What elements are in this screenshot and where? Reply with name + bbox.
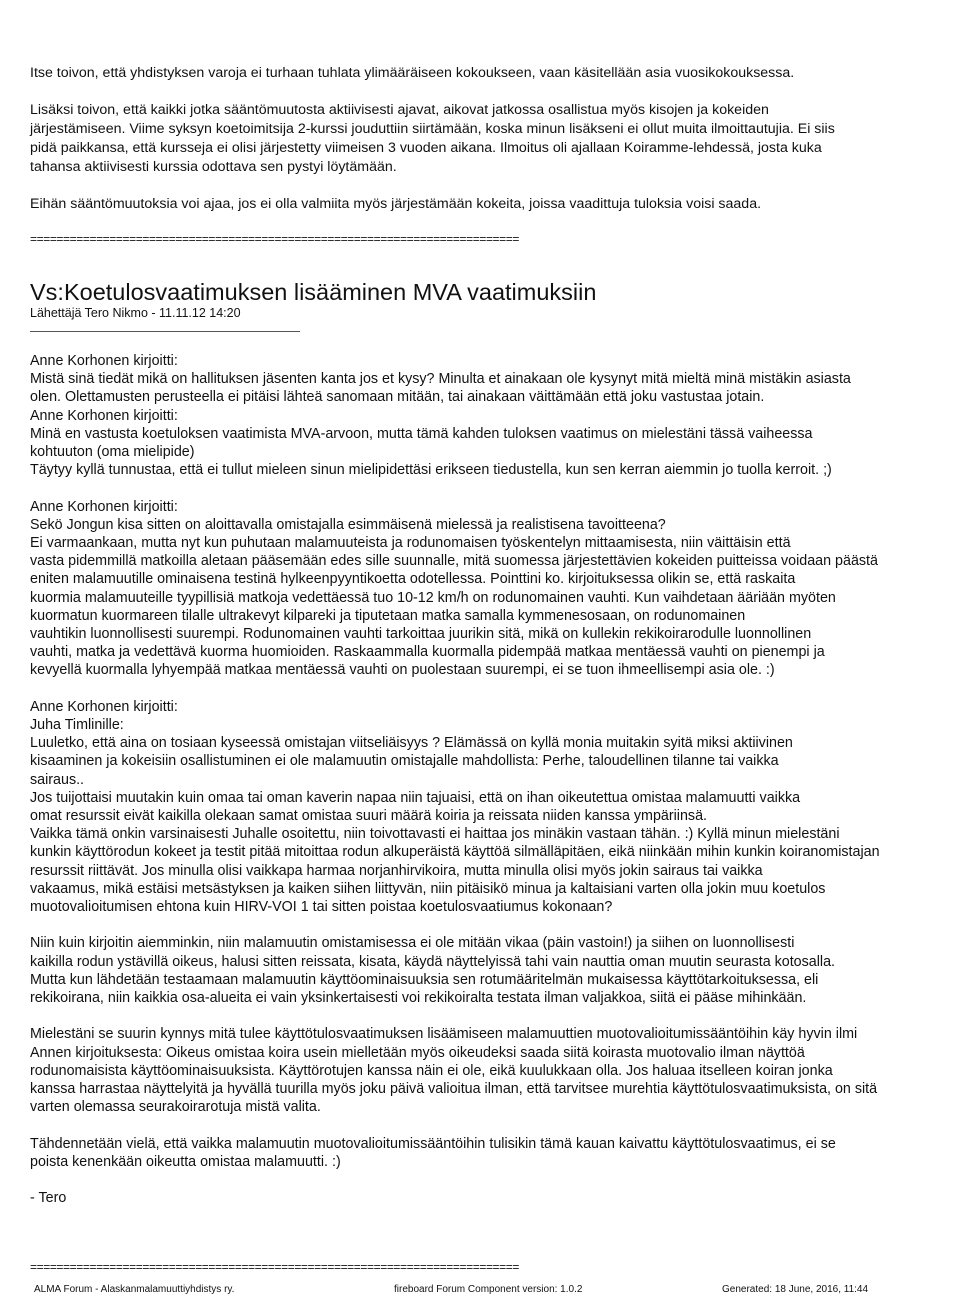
intro-paragraph-3: Eihän sääntömuutoksia voi ajaa, jos ei olla valmiita myös järjestämään kokeita, joissa vaadittuja tuloksia voisi saada. xyxy=(30,196,762,212)
post-body-line: Niin kuin kirjoitin aiemminkin, niin malamuutin omistamisessa ei ole mitään vikaa (päin vastoin!) ja siihen on luonnollisesti xyxy=(30,935,795,952)
post-body xyxy=(30,352,880,1207)
post-body-line: rekikoirana, niin kaikkia osa-alueita ei vain yksinkertaisesti voi rekikoiralta testata ilman valjakkoa, siitä ei pääse mihinkään. xyxy=(30,990,807,1007)
post-body-line: kuormatun kuormareen tilalle ultrakevyt kilpareki ja tiputetaan matka samalla kymmenesosaan, on rodunomainen xyxy=(30,607,746,624)
post-body-line: eniten malamuutille ominaisena testinä hylkeenpyyntikoetta odotellessa. Pointtini ko. kirjoituksessa olikin se, että raskaita xyxy=(30,571,796,588)
post-body-line: Mielestäni se suurin kynnys mitä tulee käyttötulosvaatimuksen lisäämiseen malamuuttien muotovalioitumissääntöihin käy hyvin ilmi xyxy=(30,1026,858,1043)
intro-paragraph-2-line: tahansa aktiivisesti kurssia odottava sen pystyi löytämään. xyxy=(30,159,397,175)
post-body-line: kunkin käyttörodun kokeet ja testit pitää mitoittaa rodun alkuperäistä käyttöä silmälläpitäen, eikä niinkään mihin kunkin koiranomistajan xyxy=(30,844,880,861)
footer-forum-name: ALMA Forum - Alaskanmalamuuttiyhdistys ry. xyxy=(34,1284,235,1295)
post-meta: Lähettäjä Tero Nikmo - 11.11.12 14:20 xyxy=(30,306,241,320)
post-body-line: olen. Olettamusten perusteella ei pitäisi lähteä sanomaan mitään, tai ainakaan väittämään että joku vastustaa jotain. xyxy=(30,389,765,406)
post-body-line: Mistä sinä tiedät mikä on hallituksen jäsenten kanta jos et kysy? Minulta et ainakaan ole kysynyt mitä mieltä minä mistäkin asiasta xyxy=(30,371,851,388)
post-body-line: kisaaminen ja kokeisiin osallistuminen ei ole malamuutin omistajalle mahdollista: Perhe, taloudellinen tilanne tai vaikka xyxy=(30,753,779,770)
post-body-line: rodunomaisista käyttöominaisuuksista. Käyttörotujen kanssa näin ei ole, eikä kuulukkaan olla. Jos haluaa itselleen koiran jonka xyxy=(30,1062,833,1079)
post-body-line: poista kenenkään oikeutta omistaa malamuutti. :) xyxy=(30,1153,341,1170)
post-body-line: kuormia malamuuteille tyypillisiä matkoja vedettäessä tuo 10-12 km/h on rodunomainen vauhti. Kun vaihdetaan ääriään myöten xyxy=(30,589,836,606)
intro-section xyxy=(30,64,835,214)
post-body-line: omat resurssit eivät kaikilla olekaan samat omistaa suuri määrä koiria ja reissata niiden kanssa ympäriinsä. xyxy=(30,808,708,825)
post-body-line: Sekö Jongun kisa sitten on aloittavalla omistajalla esimmäisenä mielessä ja realistisena tavoitteena? xyxy=(30,516,666,533)
blank-line xyxy=(30,680,880,698)
quote-attribution: Anne Korhonen kirjoitti: xyxy=(30,407,178,424)
post-body-line: kaikilla rodun ystävillä oikeus, halusi sitten reissata, kisata, käydä näyttelyissä tahi vain nauttia oman muutin seurasta kotosalla. xyxy=(30,953,836,970)
post-body-line: Ei varmaankaan, mutta nyt kun puhutaan malamuuteista ja rodunomaisen työskentelyn mittaamisesta, niin väittäisin että xyxy=(30,535,791,552)
post-body-line: kevyellä kuormalla lyhyempää matkaa mentäessä vauhti on puolestaan suurempi, ei se tuon ihmeellisempi asia ole. :) xyxy=(30,662,775,679)
post-body-line: vakaamus, mikä estäisi metsästyksen ja kaiken siihen liittyvän, niin pitäisikö minua ja kaltaisiani varten olla jokin muu koetulos xyxy=(30,880,826,897)
footer-component-version: fireboard Forum Component version: 1.0.2 xyxy=(394,1284,583,1295)
intro-paragraph-2-line: järjestämiseen. Viime syksyn koetoimitsija 2-kurssi jouduttiin siirtämään, koska minun lisäkseni ei ollut muita ilmoittautujia. Ei siis xyxy=(30,121,835,137)
post-body-line: kohtuuton (oma mielipide) xyxy=(30,444,195,461)
post-body-line: Annen kirjoituksesta: Oikeus omistaa koira usein mielletään myös oikeudeksi saada siitä koirasta muotovalio ilman näyttöä xyxy=(30,1044,805,1061)
post-body-line: Mutta kun lähdetään testaamaan malamuutin käyttöominaisuuksia sen rotumääritelmän mukaisessa käyttötarkoituksessa, eli xyxy=(30,971,819,988)
blank-line xyxy=(30,1116,880,1134)
quote-attribution: Anne Korhonen kirjoitti: xyxy=(30,353,178,369)
quote-attribution: Anne Korhonen kirjoitti: xyxy=(30,698,178,715)
post-body-line: vasta pidemmillä matkoilla aletaan pääsemään edes sille suunnalle, mitä suomessa järjestettävien kokeiden puitteissa voidaan päästä xyxy=(30,553,878,570)
page-footer xyxy=(34,1283,960,1297)
post-body-line: Jos tuijottaisi muutakin kuin omaa tai oman kaverin napaa niin tajuaisi, että on ihan oikeutettua omistaa malamuutti vaikka xyxy=(30,789,801,806)
post-title: Vs:Koetulosvaatimuksen lisääminen MVA vaatimuksiin xyxy=(30,279,597,305)
separator-line: ========================================================================== xyxy=(30,232,519,246)
post-body-line: sairaus.. xyxy=(30,771,85,788)
post-body-line: Täytyy kyllä tunnustaa, että ei tullut mieleen sinun mielipidettäsi erikseen tiedustella, kun sen kerran aiemmin jo tuolla kerroit. ;) xyxy=(30,462,832,479)
post-body-line: varten olemassa seurakoirarotuja mistä valita. xyxy=(30,1099,321,1116)
post-body-line: kanssa harrastaa näyttelyitä ja hyvällä tuurilla myös joku päivä valioitua ilman, että tarvitsee murehtia käyttötulosvaatimuksista, on sitä xyxy=(30,1081,878,1098)
separator-line: ========================================================================== xyxy=(30,1260,519,1274)
post-body-line: Juha Timlinille: xyxy=(30,717,124,734)
post-body-line: - Tero xyxy=(30,1190,67,1207)
blank-line xyxy=(30,1007,880,1025)
intro-paragraph-2-line: pidä paikkansa, että kursseja ei olisi järjestetty viimeisen 3 vuoden aikana. Ilmoitus oli ajallaan Koiramme-lehdessä, josta kuka xyxy=(30,140,822,156)
blank-line xyxy=(30,479,880,497)
post-body-line: muotovalioitumisen ehtona kuin HIRV-VOI 1 tai sitten poistaa koetulosvaatiumus kokonaan? xyxy=(30,899,613,916)
post-body-line: Vaikka tämä onkin varsinaisesti Juhalle osoitettu, niin toivottavasti ei haittaa jos minäkin vastaan tähän. :) Kyllä minun mielestäni xyxy=(30,826,840,843)
post-body-line: vauhtikin luonnollisesti suurempi. Rodunomainen vauhti tarkoittaa juurikin sitä, mikä on kullekin rekikoirarodulle luonnollinen xyxy=(30,626,812,643)
footer-generated-date: Generated: 18 June, 2016, 11:44 xyxy=(722,1284,869,1295)
blank-line xyxy=(30,916,880,934)
post-body-line: Tähdennetään vielä, että vaikka malamuutin muotovalioitumissääntöihin tulisikin tämä kauan kaivattu käyttötulosvaatimus, ei se xyxy=(30,1135,836,1152)
post-body-line: Minä en vastusta koetuloksen vaatimista MVA-arvoon, mutta tämä kahden tuloksen vaatimus on mielestäni tässä vaiheessa xyxy=(30,425,813,442)
intro-paragraph-2-line: Lisäksi toivon, että kaikki jotka sääntömuutosta aktiivisesti ajavat, aikovat jatkossa osallistua myös kisojen ja kokeiden xyxy=(30,102,769,118)
meta-divider xyxy=(30,331,300,332)
post-body-line: resurssit riittävät. Jos minulla olisi vaikkapa harmaa norjanhirvikoira, mutta minulla olisi myös jokin sairaus tai vaikka xyxy=(30,862,763,879)
blank-line xyxy=(30,1171,880,1189)
post-body-line: vauhti, matka ja vedettävä kuorma huomioiden. Raskaammalla kuormalla pidempää matkaa mentäessä vauhti on pienempi ja xyxy=(30,644,825,661)
post-body-line: Luuletko, että aina on tosiaan kyseessä omistajan viitseliäisyys ? Elämässä on kyllä monia muitakin syitä miksi aktiivinen xyxy=(30,735,793,752)
quote-attribution: Anne Korhonen kirjoitti: xyxy=(30,498,178,515)
intro-paragraph-1: Itse toivon, että yhdistyksen varoja ei turhaan tuhlata ylimääräiseen kokoukseen, vaan käsitellään asia vuosikokouksessa. xyxy=(30,65,795,81)
